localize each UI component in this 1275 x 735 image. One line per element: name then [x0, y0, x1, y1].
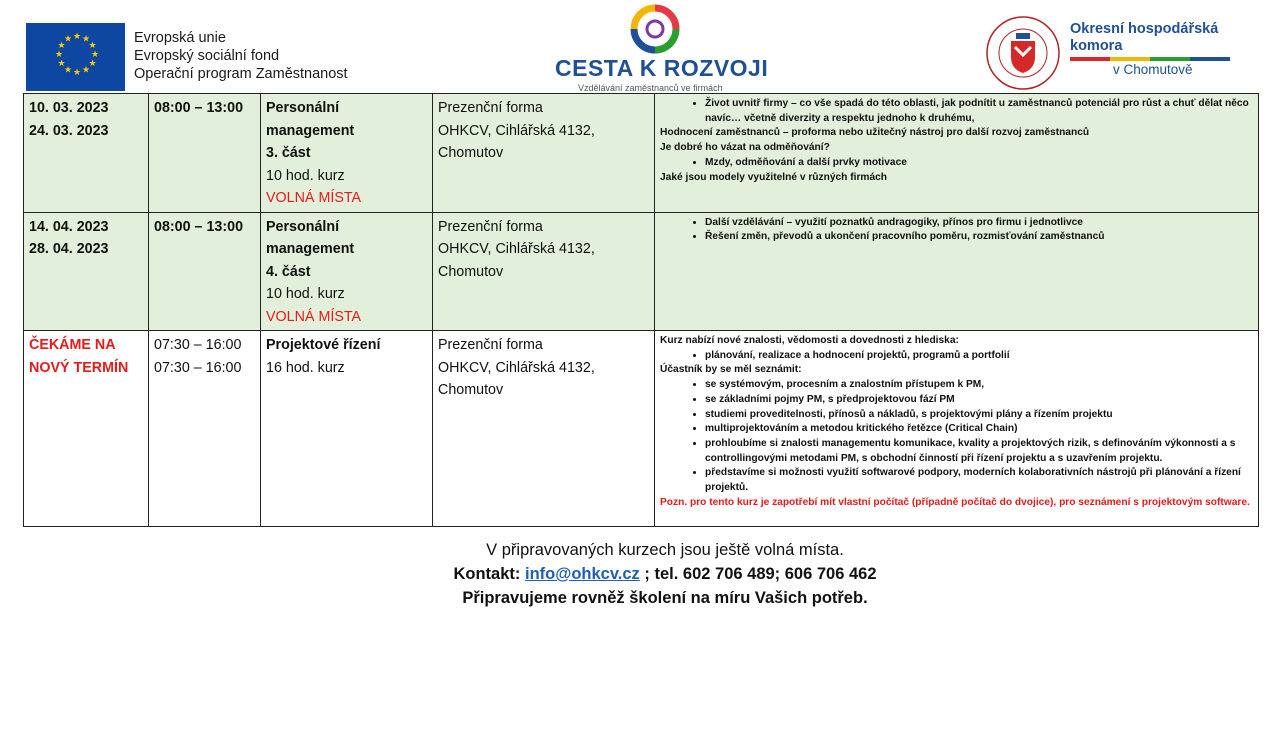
- title-line: 4. část: [266, 263, 311, 280]
- desc-bullet: • plánování, realizace a hodnocení projektů, programů a portfolií: [705, 349, 1253, 364]
- course-description: [655, 331, 1259, 527]
- location-line: OHKCV, Cihlářská 4132,: [438, 241, 595, 257]
- course-title: [261, 94, 433, 213]
- course-title: [261, 212, 433, 331]
- desc-bullet: • studiemi proveditelnosti, přínosů a nákladů, s projektovými plány a řízením projektu: [705, 408, 1253, 423]
- desc-bullet: • Další vzdělávání – využití poznatků andragogiky, přínos pro firmu i jednotlivce: [705, 216, 1253, 231]
- svg-text:★: ★: [64, 34, 73, 45]
- course-description: [655, 94, 1259, 213]
- desc-line: Kurz nabízí nové znalosti, vědomosti a dovednosti z hlediska:: [660, 335, 959, 346]
- date: NOVÝ TERMÍN: [29, 359, 129, 376]
- date: 28. 04. 2023: [29, 241, 109, 257]
- title-line: Personální: [266, 218, 340, 235]
- availability-badge: VOLNÁ MÍSTA: [266, 190, 362, 206]
- course-table: [23, 93, 1259, 527]
- table-row: [24, 94, 1259, 213]
- location-line: Chomutov: [438, 145, 504, 161]
- course-time: [149, 331, 261, 527]
- svg-text:★: ★: [91, 50, 100, 60]
- desc-line: Je dobré ho vázat na odměňování?: [660, 142, 830, 154]
- eu-line: Operační program Zaměstnanost: [134, 66, 348, 82]
- svg-text:★: ★: [57, 59, 66, 69]
- chamber-seal-icon: [985, 15, 1061, 91]
- time: 08:00 – 13:00: [154, 218, 244, 235]
- course-dates: [24, 212, 149, 331]
- svg-text:★: ★: [64, 65, 73, 76]
- eu-stars-icon: [26, 23, 125, 91]
- table-row: [24, 212, 1259, 331]
- course-dates: [24, 94, 149, 213]
- title-line: management: [266, 122, 355, 139]
- desc-line: Účastník by se měl seznámit:: [660, 364, 802, 376]
- chamber-color-stripe: [1070, 57, 1230, 61]
- footer-custom-training: Připravujeme rovněž školení na míru Vašich potřeb.: [462, 589, 868, 607]
- desc-bullet: • Mzdy, odměňování a další prvky motivace: [705, 156, 1253, 171]
- location-line: Prezenční forma: [438, 218, 543, 235]
- email-link[interactable]: info@ohkcv.cz: [525, 565, 640, 583]
- date: 10. 03. 2023: [29, 100, 109, 116]
- chamber-name-line: komora: [1070, 38, 1123, 54]
- eu-line: Evropský sociální fond: [134, 48, 280, 64]
- course-dates: [24, 331, 149, 527]
- desc-note: Pozn. pro tento kurz je zapotřebí mít vlastní počítač (případně počítač do dvojice), pro seznámení s projektovým software.: [660, 496, 1250, 508]
- footer-availability: V připravovaných kurzech jsou ještě volná místa.: [486, 541, 844, 559]
- course-hours: 10 hod. kurz: [266, 167, 345, 184]
- cesta-title: CESTA K ROZVOJI: [555, 55, 769, 81]
- course-hours: 16 hod. kurz: [266, 359, 345, 376]
- desc-bullet: • se systémovým, procesním a znalostním přístupem k PM,: [705, 378, 1253, 393]
- date: ČEKÁME NA: [29, 337, 116, 353]
- course-location: [433, 94, 655, 213]
- date: 14. 04. 2023: [29, 218, 109, 235]
- svg-text:★: ★: [88, 59, 97, 69]
- location-line: Chomutov: [438, 382, 504, 398]
- desc-line: Hodnocení zaměstnanců – proforma nebo užitečný nástroj pro další rozvoj zaměstnanců: [660, 127, 1090, 139]
- time: 07:30 – 16:00: [154, 359, 242, 376]
- course-time: [149, 94, 261, 213]
- svg-text:★: ★: [82, 34, 91, 45]
- svg-text:★: ★: [57, 41, 66, 51]
- chamber-city: v Chomutově: [1113, 62, 1193, 77]
- location-line: OHKCV, Cihlářská 4132,: [438, 122, 595, 139]
- title-line: Personální: [266, 100, 340, 116]
- contact-label: Kontakt:: [453, 565, 521, 583]
- desc-bullet: • představíme si možnosti využití softwarové podpory, moderních kolaborativních nástrojů při plánování a řízení projektů.: [705, 466, 1253, 495]
- location-line: Chomutov: [438, 263, 504, 280]
- table-row: [24, 331, 1259, 527]
- svg-text:★: ★: [73, 32, 82, 42]
- svg-text:★: ★: [88, 41, 97, 51]
- availability-badge: VOLNÁ MÍSTA: [266, 308, 362, 325]
- location-line: OHKCV, Cihlářská 4132,: [438, 359, 595, 376]
- contact-phones: ; tel. 602 706 489; 606 706 462: [644, 565, 877, 583]
- svg-text:★: ★: [73, 68, 82, 78]
- location-line: Prezenční forma: [438, 100, 543, 116]
- title-line: 3. část: [266, 145, 311, 161]
- desc-bullet: • Život uvnitř firmy – co vše spadá do této oblasti, jak podnítit u zaměstnanců potenciál pro růst a chuť dělat něco navíc… včetně diverzity a respektu jednoho k druhému,: [705, 97, 1253, 126]
- course-location: [433, 212, 655, 331]
- svg-text:★: ★: [55, 50, 64, 60]
- course-location: [433, 331, 655, 527]
- course-description: [655, 212, 1259, 331]
- time: 08:00 – 13:00: [154, 100, 244, 116]
- desc-bullet: • Řešení změn, převodů a ukončení pracovního poměru, rozmisťování zaměstnanců: [705, 230, 1253, 245]
- time: 07:30 – 16:00: [154, 337, 242, 353]
- footer-contact: [0, 562, 1275, 586]
- eu-flag-logo: [26, 23, 125, 91]
- chamber-name: [1070, 21, 1218, 55]
- course-title: [261, 331, 433, 527]
- date: 24. 03. 2023: [29, 122, 109, 139]
- course-hours: 10 hod. kurz: [266, 286, 345, 302]
- desc-bullet: • prohloubíme si znalosti managementu komunikace, kvality a projektových rizik, s definováním výkonnosti a s controllingovými metodami PM, s obchodní činností při řízení projektu a s uzavřením projektu.: [705, 437, 1253, 466]
- cesta-logo-icon: [630, 4, 680, 54]
- desc-bullet: • multiprojektováním a metodou kritického řetězce (Critical Chain): [705, 422, 1253, 437]
- course-time: [149, 212, 261, 331]
- title-line: Projektové řízení: [266, 337, 381, 353]
- location-line: Prezenční forma: [438, 337, 543, 353]
- cesta-subtitle: Vzdělávání zaměstnanců ve firmách: [578, 83, 723, 93]
- desc-bullet: • se základními pojmy PM, s předprojektovou fází PM: [705, 393, 1253, 408]
- svg-text:★: ★: [82, 65, 91, 76]
- chamber-name-line: Okresní hospodářská: [1070, 21, 1219, 37]
- footer: [0, 538, 1275, 610]
- eu-line: Evropská unie: [134, 30, 226, 46]
- desc-line: Jaké jsou modely využitelné v různých firmách: [660, 171, 888, 183]
- title-line: management: [266, 241, 355, 257]
- eu-program-text: [134, 29, 348, 83]
